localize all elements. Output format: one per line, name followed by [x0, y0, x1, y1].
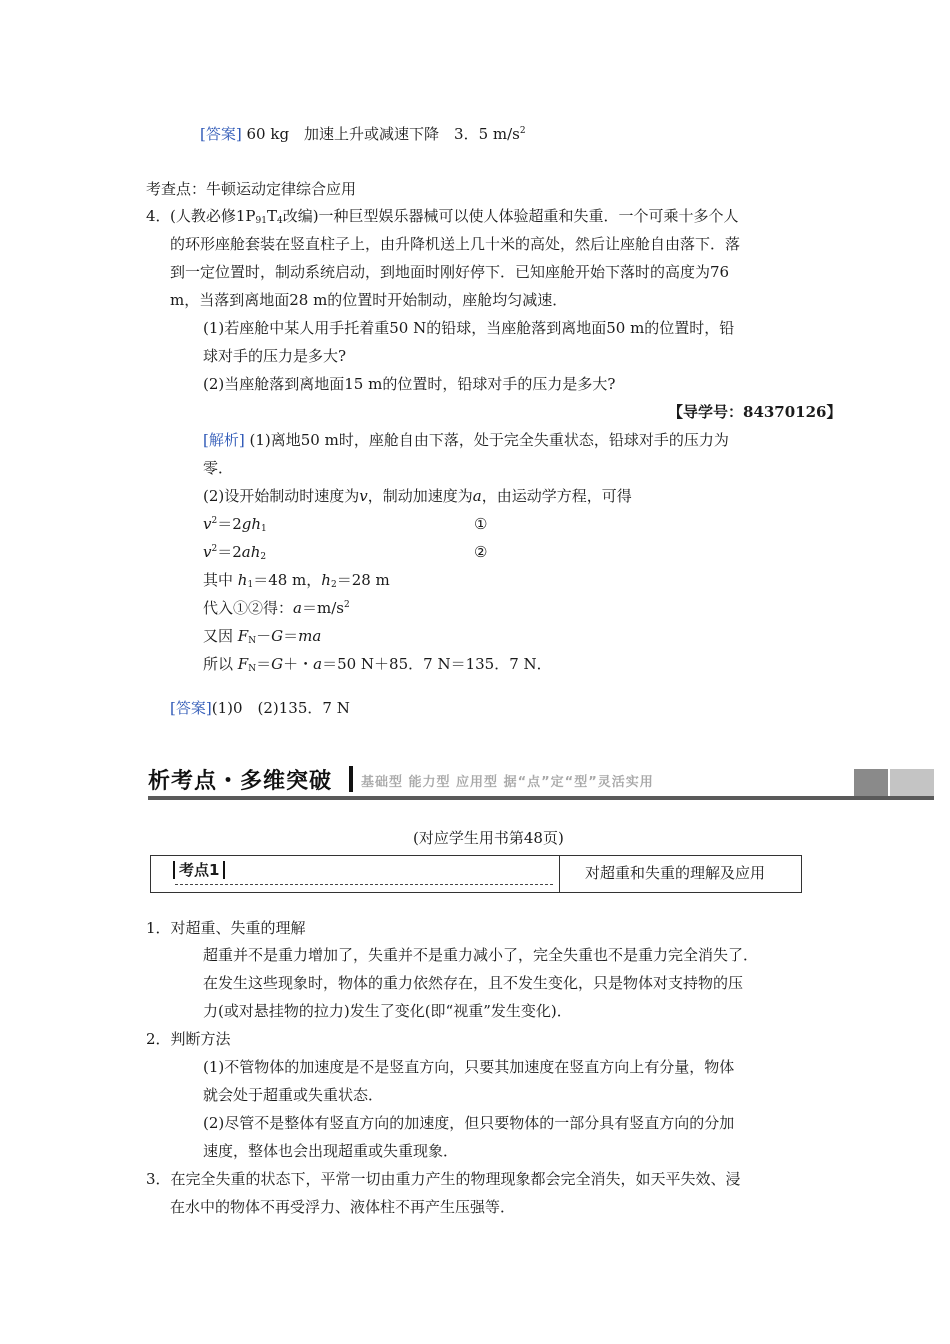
section-title: 析考点・多维突破 — [148, 769, 333, 794]
banner-decor-box — [890, 769, 934, 796]
analysis-line: (2)设开始制动时速度为v，制动加速度为a，由运动学方程，可得 — [203, 487, 632, 505]
analysis-line: [解析] (1)离地50 m时，座舱自由下落，处于完全失重状态，铅球对手的压力为 — [203, 431, 729, 449]
exam-point-line: 考查点：牛顿运动定律综合应用 — [146, 180, 357, 198]
point-1-line: 超重并不是重力增加了，失重并不是重力减小了，完全失重也不是重力完全消失了． — [203, 946, 759, 964]
question-stem-line: 的环形座舱套装在竖直柱子上，由升降机送上几十米的高处，然后让座舱自由落下．落 — [170, 235, 741, 253]
analysis-line: 代入①②得：$a=m/s^2$ — [203, 599, 350, 617]
sub-question-1: 球对手的压力是多大? — [203, 347, 347, 365]
point-2-line: 就会处于超重或失重状态． — [203, 1086, 384, 1104]
answer-tag: [答案] — [200, 125, 242, 143]
answer-tag: [答案] — [170, 699, 212, 717]
point-3-line: 3．在完全失重的状态下，平常一切由重力产生的物理现象都会完全消失，如天平失效、浸 — [146, 1170, 741, 1188]
banner-decor-box — [854, 769, 888, 796]
exam-point-box — [150, 855, 802, 893]
section-banner — [148, 762, 934, 800]
point-2-line: (2)尽管不是整体有竖直方向的加速度，但只要物体的一部分具有竖直方向的分加 — [203, 1114, 735, 1132]
question-stem-line: 到一定位置时，制动系统启动，到地面时刚好停下．已知座舱开始下落时的高度为76 — [170, 263, 730, 281]
analysis-tag: [解析] — [203, 431, 245, 449]
exam-point-label-cell — [151, 856, 560, 892]
dashed-rule — [175, 884, 553, 885]
analysis-line: 又因 $F_N-G=ma$ — [203, 627, 322, 646]
answer-text: 60 kg 加速上升或减速下降 3．5 m/s — [246, 125, 520, 143]
question-stem-line: m，当落到离地面28 m的位置时开始制动，座舱均匀减速． — [170, 291, 568, 309]
exam-point-title: 对超重和失重的理解及应用 — [585, 864, 766, 882]
sub-question-2: (2)当座舱落到离地面15 m的位置时，铅球对手的压力是多大? — [203, 375, 616, 393]
analysis-line: 其中 $h_1=48$ m，$h_2=28$ m — [203, 571, 390, 590]
point-2-line: (1)不管物体的加速度是不是竖直方向，只要其加速度在竖直方向上有分量，物体 — [203, 1058, 735, 1076]
point-2-heading: 2．判断方法 — [146, 1030, 231, 1048]
sub-question-1: (1)若座舱中某人用手托着重50 N的铅球，当座舱落到离地面50 m的位置时，铅 — [203, 319, 735, 337]
equation-2-label: ② — [474, 543, 488, 561]
analysis-line: 所以 $F_N=G+$・a＝50 N＋85．7 N＝135．7 N． — [203, 655, 552, 674]
point-1-heading: 1．对超重、失重的理解 — [146, 919, 306, 937]
q4-answer-line: [答案](1)0 (2)135．7 N — [170, 699, 350, 717]
equation-1: $v^2=2gh_1$ — [203, 515, 267, 534]
textbook-reference: (对应学生用书第48页) — [413, 829, 564, 847]
section-subtitle: 基础型 能力型 应用型 据“点”定“型”灵活实用 — [361, 775, 654, 790]
point-3-line: 在水中的物体不再受浮力、液体柱不再产生压强等． — [170, 1198, 516, 1216]
question-stem-line: (人教必修$1P_{91}T_4$改编)一种巨型娱乐器械可以使人体验超重和失重．一个可乘十多个人 — [170, 207, 739, 226]
point-2-line: 速度，整体也会出现超重或失重现象． — [203, 1142, 459, 1160]
point-1-line: 在发生这些现象时，物体的重力依然存在，且不发生变化，只是物体对支持物的压 — [203, 974, 744, 992]
analysis-line: 零． — [203, 459, 234, 477]
equation-1-label: ① — [474, 515, 488, 533]
exam-point-label: 考点1 — [173, 861, 225, 879]
top-answer-line: [答案] 60 kg 加速上升或减速下降 3．5 $m/s^2$ — [200, 125, 526, 143]
question-number: 4． — [146, 207, 171, 225]
banner-rule — [148, 796, 934, 800]
guide-number: 【导学号：84370126】 — [668, 403, 842, 421]
equation-2: $v^2=2ah_2$ — [203, 543, 267, 562]
point-1-line: 力(或对悬挂物的拉力)发生了变化(即“视重”发生变化)． — [203, 1002, 572, 1020]
banner-divider — [349, 766, 353, 792]
